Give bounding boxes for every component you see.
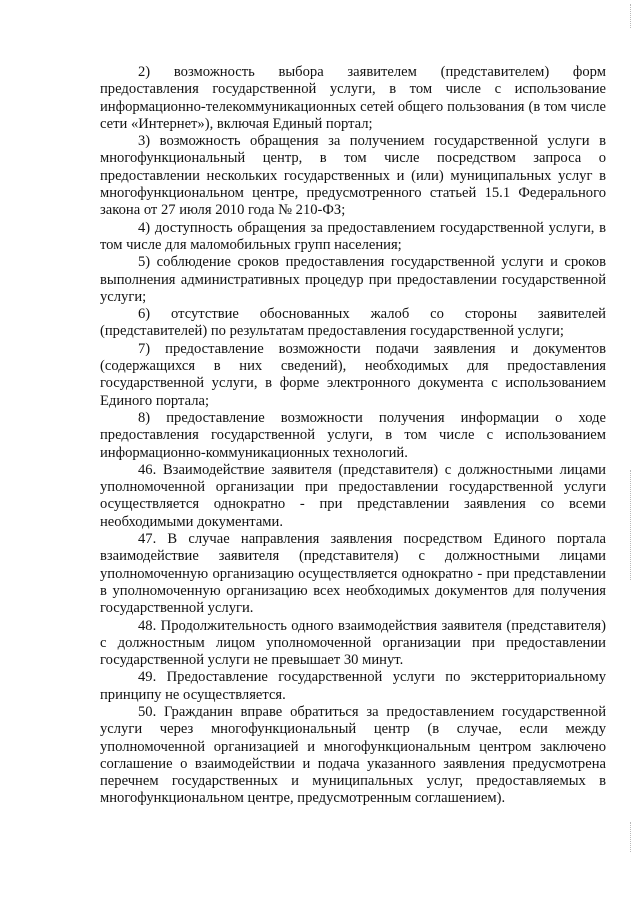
- paragraph-clause-46: 46. Взаимодействие заявителя (представителя) с должностными лицами уполномоченной организации при предоставлении государственной услуги осуществляется однократно - при представлении заявления со всеми необходимыми документами.: [100, 461, 606, 530]
- paragraph-item-8: 8) предоставление возможности получения информации о ходе предоставления государственной услуги, в том числе с использованием информационно-коммуникационных технологий.: [100, 409, 606, 461]
- paragraph-clause-49: 49. Предоставление государственной услуги по экстерриториальному принципу не осуществляется.: [100, 669, 606, 703]
- paragraph-item-6: 6) отсутствие обоснованных жалоб со стороны заявителей (представителей) по результатам предоставления государственной услуги;: [100, 306, 606, 340]
- paragraph-item-2: 2) возможность выбора заявителем (представителем) форм предоставления государственной услуги, в том числе с использование информационно-телекоммуникационных сетей общего пользования (в том числе сети «Интернет»), включая Единый портал;: [100, 64, 606, 132]
- paragraph-clause-47: 47. В случае направления заявления посредством Единого портала взаимодействие заявителя (представителя) с должностными лицами уполномоченную организацию осуществляется однократно - при представлении в уполномоченную организацию всех необходимых документов для получения государственной услуги.: [100, 531, 606, 617]
- scan-edge-mark: [629, 4, 631, 28]
- paragraph-item-3: 3) возможность обращения за получением государственной услуги в многофункциональный центр, в том числе посредством запроса о предоставлении нескольких государственных и (или) муниципальных услуг в многофункциональном центре, предусмотренного статьей 15.1 Федерального закона от 27 июля 2010 года № 210-ФЗ;: [100, 133, 606, 219]
- paragraph-item-5: 5) соблюдение сроков предоставления государственной услуги и сроков выполнения административных процедур при предоставлении государственной услуги;: [100, 254, 606, 305]
- scan-edge-mark: [629, 470, 631, 580]
- paragraph-item-4: 4) доступность обращения за предоставлением государственной услуги, в том числе для маломобильных групп населения;: [100, 219, 606, 253]
- scan-edge-mark: [629, 822, 631, 852]
- paragraph-clause-48: 48. Продолжительность одного взаимодействия заявителя (представителя) с должностным лицом уполномоченной организации при предоставлении государственной услуги не превышает 30 минут.: [100, 617, 606, 669]
- paragraph-clause-50: 50. Гражданин вправе обратиться за предоставлением государственной услуги через многофункциональный центр (в случае, если между уполномоченной организацией и многофункциональным центром заключено соглашение о взаимодействии и подача указанного заявления предусмотрена перечнем государственных и муниципальных услуг, предоставляемых в многофункциональном центре, предусмотренным соглашением).: [100, 703, 606, 807]
- paragraph-item-7: 7) предоставление возможности подачи заявления и документов (содержащихся в них сведений), необходимых для предоставления государственной услуги, в форме электронного документа с использованием Единого портала;: [100, 340, 606, 409]
- document-page: [100, 64, 606, 808]
